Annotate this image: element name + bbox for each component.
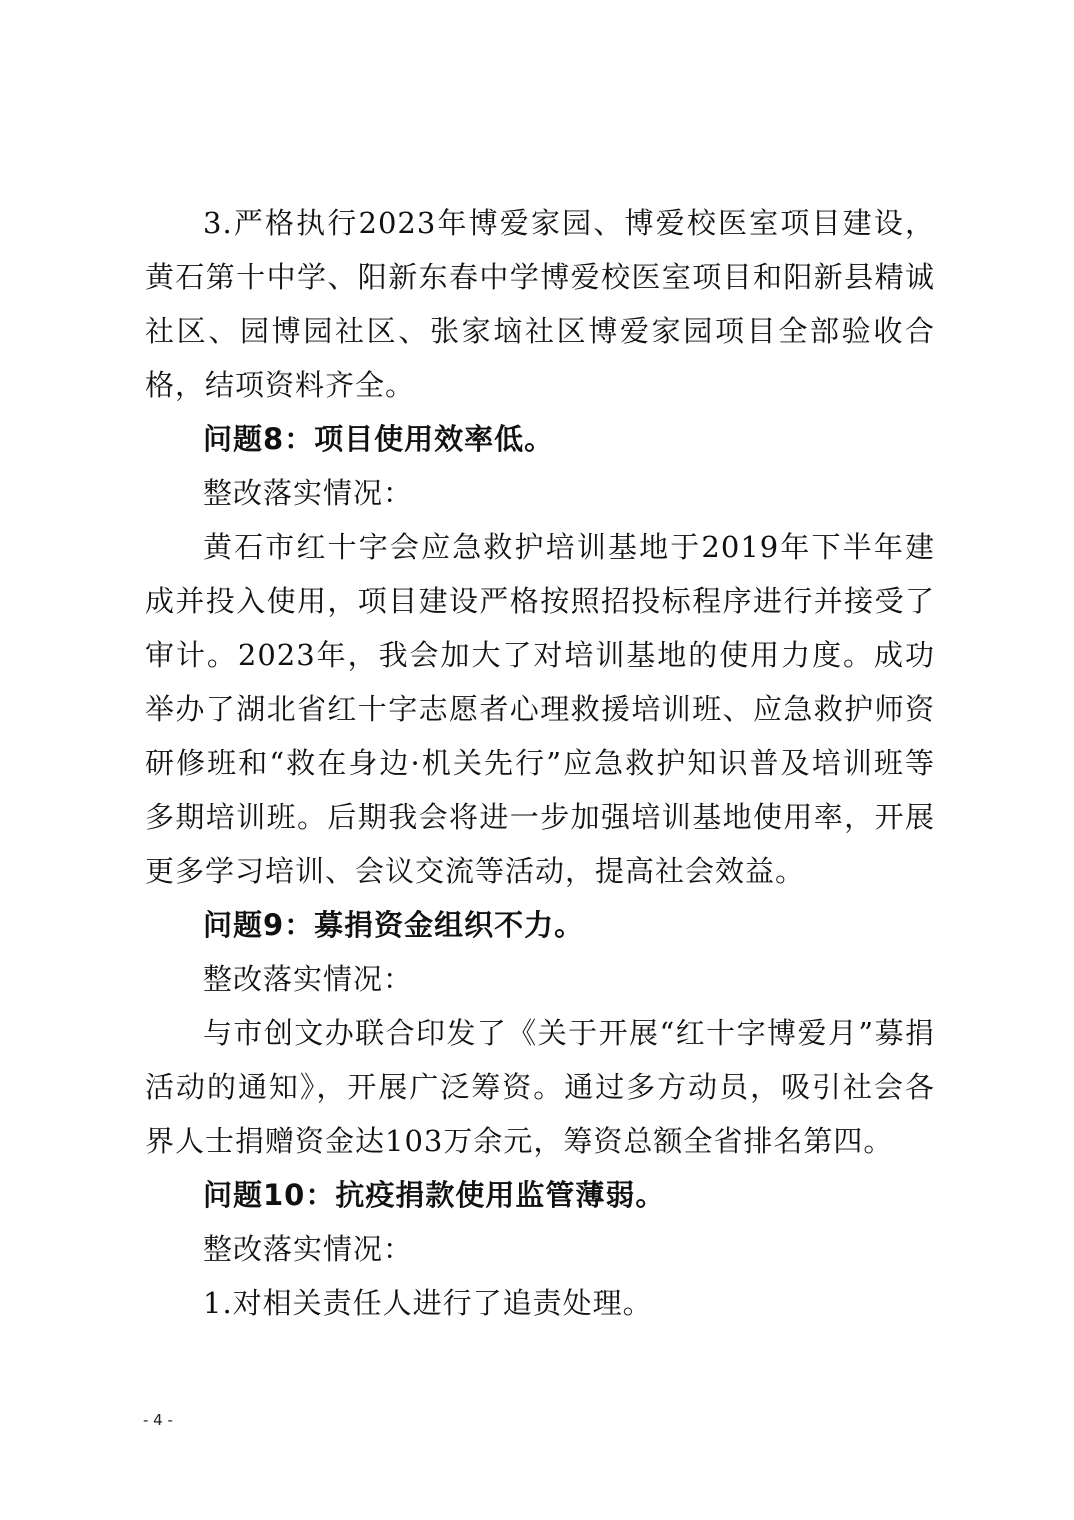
paragraph-accountability: 1.对相关责任人进行了追责处理。 — [203, 1286, 653, 1320]
paragraph-training-base: 黄石市红十字会应急救护培训基地于2019年下半年建成并投入使用，项目建设严格按照招投标程序进行并接受了审计。2023年，我会加大了对培训基地的使用力度。成功举办了湖北省红十字志愿者心理救援培训班、应急救护师资研修班和“救在身边·机关先行”应急救护知识普及培训班等多期培训班。后期我会将进一步加强培训基地使用率，开展更多学习培训、会议交流等活动，提高社会效益。 — [145, 530, 935, 888]
rectification-label: 整改落实情况： — [203, 476, 414, 510]
rectification-label: 整改落实情况： — [203, 1232, 414, 1266]
paragraph-fundraising: 与市创文办联合印发了《关于开展“红十字博爱月”募捐活动的通知》，开展广泛筹资。通过多方动员，吸引社会各界人士捐赠资金达103万余元，筹资总额全省排名第四。 — [145, 1016, 935, 1158]
document-body — [145, 196, 935, 1330]
paragraph-item-3: 3.严格执行2023年博爱家园、博爱校医室项目建设，黄石第十中学、阳新东春中学博爱校医室项目和阳新县精诚社区、园博园社区、张家垴社区博爱家园项目全部验收合格，结项资料齐全。 — [145, 206, 935, 402]
rectification-label: 整改落实情况： — [203, 962, 414, 996]
page-number: - 4 - — [143, 1411, 173, 1429]
heading-problem-9: 问题9：募捐资金组织不力。 — [203, 908, 585, 942]
heading-problem-10: 问题10：抗疫捐款使用监管薄弱。 — [203, 1178, 666, 1212]
heading-problem-8: 问题8：项目使用效率低。 — [203, 422, 555, 456]
